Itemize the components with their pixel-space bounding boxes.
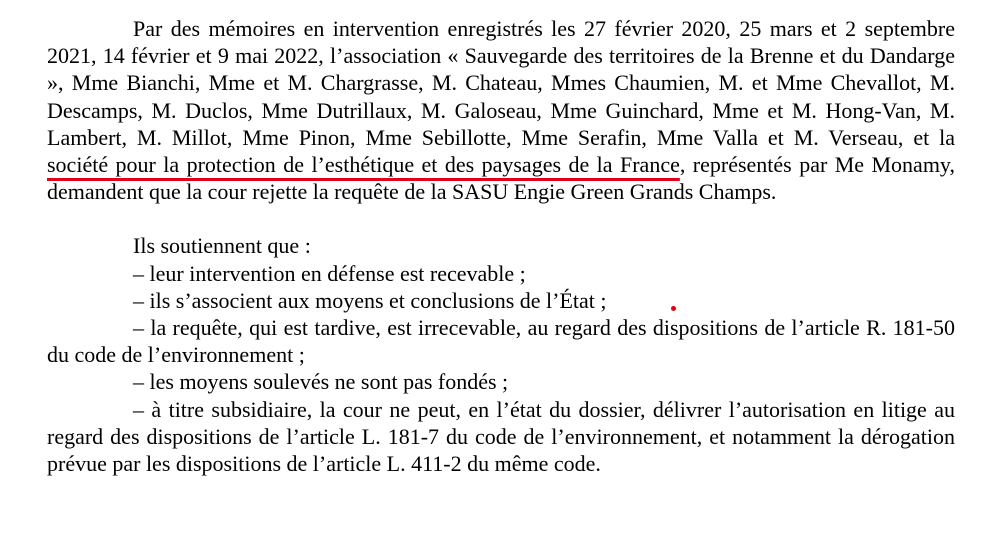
argument-item-2: – ils s’associent aux moyens et conclusions de l’État ; [133, 287, 607, 313]
intervention-paragraph [47, 15, 955, 205]
document-page [47, 15, 955, 477]
argument-item-3: – la requête, qui est tardive, est irrecevable, au regard des dispositions de l’article R. 181-50 du code de l’environnement ; [47, 315, 955, 368]
argument-item-1: – leur intervention en défense est recevable ; [133, 260, 526, 286]
argument-item-4: – les moyens soulevés ne sont pas fondés ; [133, 369, 509, 395]
paragraph-text-before: Par des mémoires en intervention enregistrés les 27 février 2020, 25 mars et 2 septembre 2021, 14 février et 9 mai 2022, l’association « Sauvegarde des territoires de la Brenne et du Dandarge », Mme Bianchi, Mme et M. Chargrasse, M. Chateau, Mmes Chaumien, M. et Mme Chevallot, M. Descamps, M. Duclos, Mme Dutrillaux, M. Galoseau, Mme Guinchard, Mme et M. Hong-Van, M. Lambert, M. Millot, Mme Pinon, Mme Sebillotte, Mme Serafin, Mme Valla et M. Verseau, et la [47, 16, 955, 150]
argument-item-5: – à titre subsidiaire, la cour ne peut, en l’état du dossier, délivrer l’autorisation en litige au regard des dispositions de l’article L. 181-7 du code de l’environnement, et notamment la dérogation prévue par les dispositions de l’article L. 411-2 du même code. [47, 396, 955, 477]
highlighted-phrase: société pour la protection de l’esthétique et des paysages de la France [47, 152, 680, 178]
arguments-intro: Ils soutiennent que : [133, 233, 311, 259]
annotation-dot [671, 306, 676, 311]
paragraph-text-after: , représentés par Me Monamy, demandent que la cour rejette la requête de la SASU Engie Green Grands Champs. [47, 152, 955, 205]
